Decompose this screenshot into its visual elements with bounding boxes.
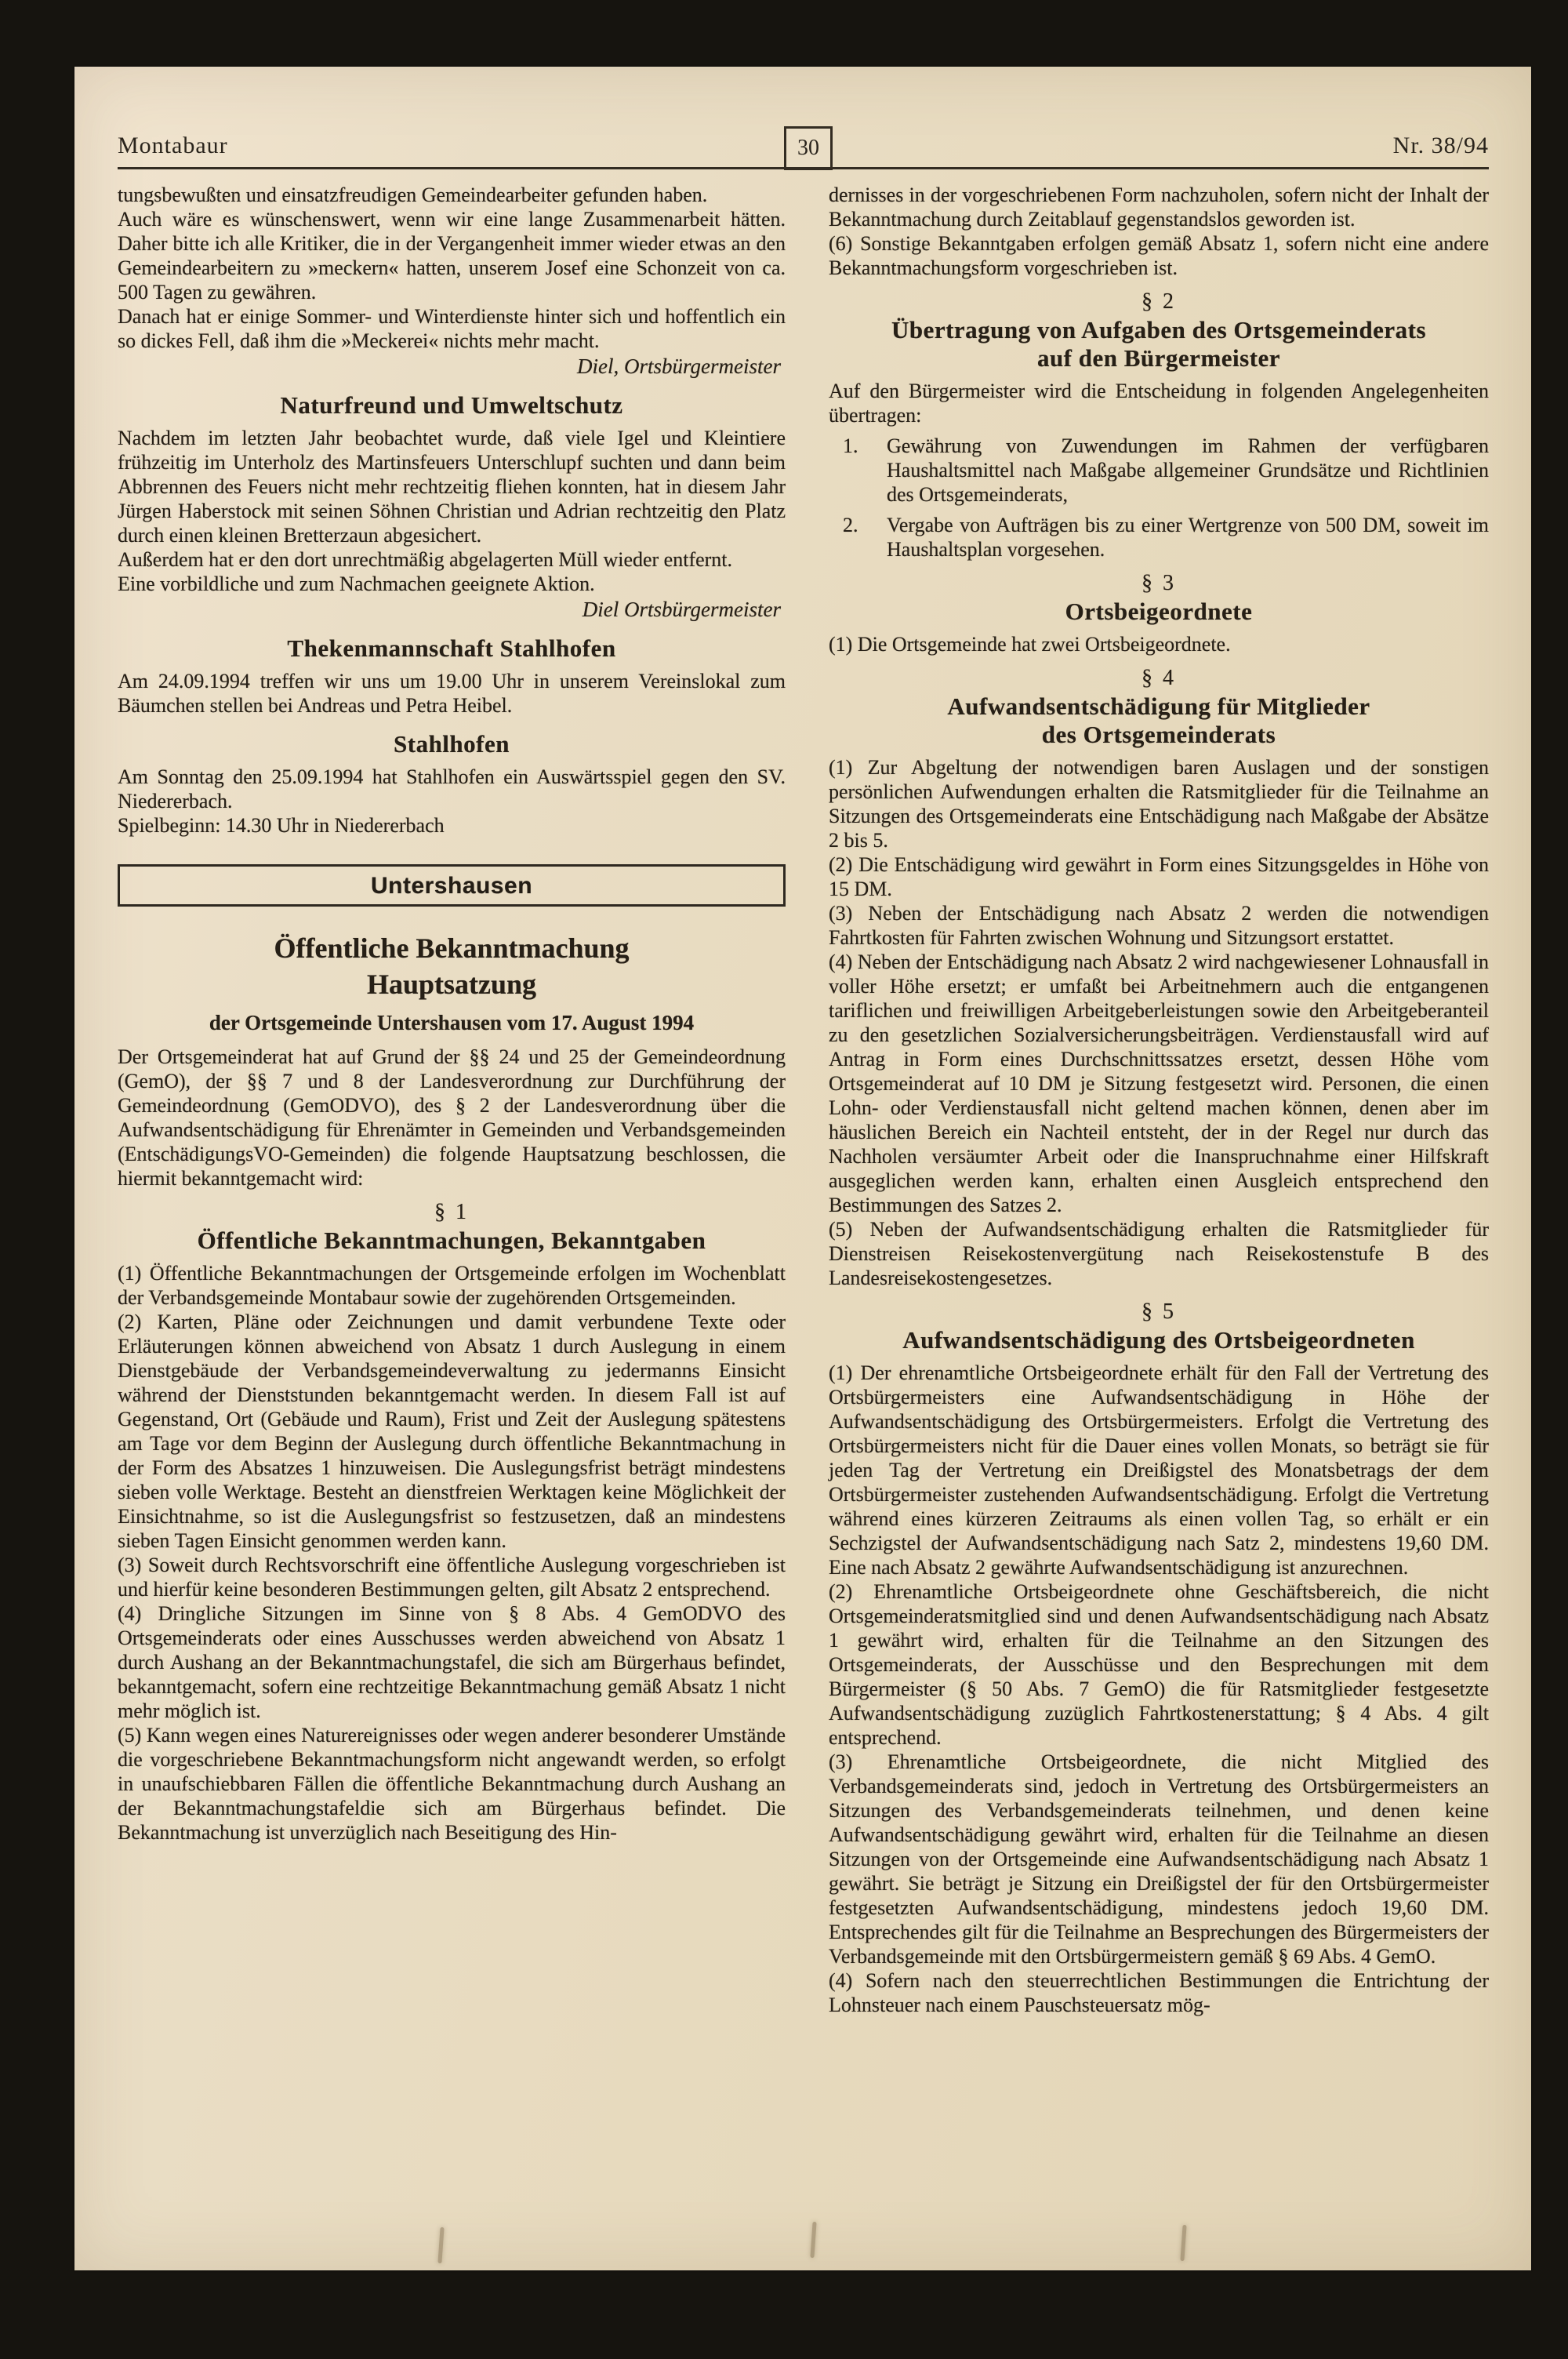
section-title-4 — [829, 692, 1489, 749]
section-title-2-line2: auf den Bürgermeister — [1036, 344, 1281, 372]
section-mark-1: § 1 — [434, 1200, 469, 1224]
announcement-heading-line1: Öffentliche Bekanntmachung — [274, 932, 630, 964]
paragraph: (3) Neben der Entschädigung nach Absatz 2 werden die notwendigen Fahrtkosten für Fahrten zwischen Wohnung und Sitzungsort erstattet. — [829, 902, 1489, 949]
paragraph: (4) Neben der Entschädigung nach Absatz 2 wird nachgewiesener Lohnausfall in voller Höhe ersetzt; er umfaßt bei Arbeitnehmern auch die entgangenen tariflichen und freiwilligen Arbeitgeberleistungen sowie den Arbeitgeberanteil zu den gesetzlichen Sozialversicherungsbeiträgen. Verdienstausfall wird auf Antrag in Form eines Durchschnittssatzes ersetzt, dessen Höhe vom Ortsgemeinderat auf 10 DM je Sitzung festgesetzt wird. Personen, die einen Lohn- oder Verdienstausfall nicht geltend machen können, denen aber im häuslichen Bereich ein Nachteil entsteht, der in der Regel nur durch das Nachholen versäumter Arbeit oder die Inanspruchnahme einer Hilfskraft ausgeglichen werden kann, erhalten einen Ausgleich entsprechend den Bestimmungen des Satzes 2. — [829, 951, 1489, 1216]
section-mark-5: § 5 — [1142, 1299, 1176, 1324]
paragraph: (2) Ehrenamtliche Ortsbeigeordnete ohne Geschäftsbereich, die nicht Ortsgemeinderatsmitglied sind und denen Aufwandsentschädigung nach Absatz 1 gewährt wird, erhalten für die Teilnahme an den Sitzungen des Ortsgemeinderats, der Ausschüsse und den Besprechungen mit dem Bürgermeister (§ 50 Abs. 7 GemO) die für Ratsmitglieder festgesetzte Aufwandsentschädigung zuzüglich Fahrtkostenerstattung; § 4 Abs. 4 gilt entsprechend. — [829, 1580, 1489, 1749]
paper-crease-mark — [810, 2222, 816, 2258]
paragraph: Auf den Bürgermeister wird die Entscheidung in folgenden Angelegenheiten übertragen: — [829, 380, 1489, 427]
paragraph: (5) Kann wegen eines Naturereignisses oder wegen anderer besonderer Umstände die vorgeschriebene Bekanntmachungsform nicht angewandt werden, so erfolgt in unaufschiebbaren Fällen die öffentliche Bekanntmachung durch Aushang an der Bekanntmachungstafeldie sich am Bürgerhaus befindet. Die Bekanntmachung ist unverzüglich nach Beseitigung des Hin- — [118, 1724, 786, 1844]
announcement-heading — [118, 930, 786, 1002]
signature: Diel, Ortsbürgermeister — [577, 354, 781, 378]
section-title-5: Aufwandsentschädigung des Ortsbeigeordneten — [902, 1326, 1415, 1354]
paragraph: Außerdem hat er den dort unrechtmäßig abgelagerten Müll wieder entfernt. — [118, 548, 733, 571]
paragraph: (3) Ehrenamtliche Ortsbeigeordnete, die nicht Mitglied des Verbandsgemeinderats sind, jedoch in Vertretung des Ortsbürgermeisters an Sitzungen des Verbandsgemeinderats teilnehmen, und denen keine Aufwandsentschädigung gewährt wird, erhalten für die Teilnahme an diesen Sitzungen von der Ortsgemeinde eine Aufwandsentschädigung nach Absatz 1 gewährt. Sie beträgt je Sitzung ein Dreißigstel der für den Ortsbürgermeister festgesetzten Aufwandsentschädigung, mindestens jedoch 19,60 DM. Entsprechendes gilt für die Teilnahme an Besprechungen des Bürgermeisters der Verbandsgemeinde mit den Ortsbürgermeistern gemäß § 69 Abs. 4 GemO. — [829, 1750, 1489, 1968]
section-title-2-line1: Übertragung von Aufgaben des Ortsgemeinderats — [891, 316, 1427, 343]
signature: Diel Ortsbürgermeister — [582, 598, 781, 621]
paragraph: tungsbewußten und einsatzfreudigen Gemeindearbeiter gefunden haben. — [118, 184, 708, 206]
paper-crease-mark — [1180, 2225, 1186, 2261]
list-item-number: 2. — [843, 514, 858, 536]
paragraph: Am Sonntag den 25.09.1994 hat Stahlhofen ein Auswärtsspiel gegen den SV. Niedererbach. — [118, 765, 786, 812]
masthead-municipality: Montabaur — [118, 133, 228, 158]
paragraph: (1) Öffentliche Bekanntmachungen der Ortsgemeinde erfolgen im Wochenblatt der Verbandsgemeinde Montabaur sowie der zugehörenden Ortsgemeinden. — [118, 1262, 786, 1309]
boxed-heading-untershausen: Untershausen — [118, 864, 786, 907]
paragraph: Danach hat er einige Sommer- und Winterdienste hinter sich und hoffentlich ein so dickes Fell, daß ihm die »Meckerei« nichts mehr macht. — [118, 305, 786, 352]
section-title-4-line1: Aufwandsentschädigung für Mitglieder — [947, 692, 1370, 720]
page-number-box — [784, 126, 833, 170]
section-mark-3: § 3 — [1142, 571, 1176, 595]
paragraph: (1) Der ehrenamtliche Ortsbeigeordnete erhält für den Fall der Vertretung des Ortsbürgermeisters eine Aufwandsentschädigung in Höhe der Aufwandsentschädigung des Ortsbürgermeisters. Erfolgt die Vertretung des Ortsbürgermeisters nicht für die Dauer eines vollen Monats, so beträgt sie für jeden Tag der Vertretung ein Dreißigstel des Monatsbetrags der dem Ortsbürgermeister zustehenden Aufwandsentschädigung. Erfolgt die Vertretung während eines kürzeren Zeitraums als einen vollen Tag, so erhält er ein Sechzigstel der Aufwandsentschädigung nach Satz 2, mindestens 19,60 DM. Eine nach Absatz 2 gewährte Aufwandsentschädigung ist anzurechnen. — [829, 1361, 1489, 1579]
page-number: 30 — [797, 136, 819, 160]
paragraph: (2) Die Entschädigung wird gewährt in Form eines Sitzungsgeldes in Höhe von 15 DM. — [829, 853, 1489, 900]
list-item-number: 1. — [843, 434, 858, 457]
left-column — [118, 183, 786, 1845]
section-heading-stahlhofen: Stahlhofen — [394, 730, 510, 758]
paragraph: (1) Zur Abgeltung der notwendigen baren Auslagen und der sonstigen persönlichen Aufwendungen erhalten die Ratsmitglieder für die Teilnahme an Sitzungen des Ortsgemeinderats eine Entschädigung nach Maßgabe der Absätze 2 bis 5. — [829, 756, 1489, 852]
paragraph: Am 24.09.1994 treffen wir uns um 19.00 Uhr in unserem Vereinslokal zum Bäumchen stellen bei Andreas und Petra Heibel. — [118, 670, 786, 717]
paragraph: Eine vorbildliche und zum Nachmachen geeignete Aktion. — [118, 572, 595, 595]
section-title-1: Öffentliche Bekanntmachungen, Bekanntgaben — [197, 1227, 706, 1254]
paragraph: Der Ortsgemeinderat hat auf Grund der §§ 24 und 25 der Gemeindeordnung (GemO), der §§ 7 und 8 der Landesverordnung zur Durchführung der Gemeindeordnung (GemODVO), des § 2 der Landesverordnung über die Aufwandsentschädigung für Ehrenämter in Gemeinden und Verbandsgemeinden (EntschädigungsVO-Gemeinden) die folgende Hauptsatzung beschlossen, die hiermit bekanntgemacht wird: — [118, 1045, 786, 1190]
announcement-heading-line2: Hauptsatzung — [366, 969, 537, 1000]
section-title-2 — [829, 316, 1489, 373]
paragraph: (1) Die Ortsgemeinde hat zwei Ortsbeigeordnete. — [829, 633, 1231, 656]
paragraph: (4) Sofern nach den steuerrechtlichen Bestimmungen die Entrichtung der Lohnsteuer nach einem Pauschsteuersatz mög- — [829, 1969, 1489, 2016]
announcement-subheading: der Ortsgemeinde Untershausen vom 17. August 1994 — [209, 1011, 695, 1034]
section-mark-4: § 4 — [1142, 666, 1176, 690]
right-column — [829, 183, 1489, 2017]
paragraph: (3) Soweit durch Rechtsvorschrift eine öffentliche Auslegung vorgeschrieben ist und hierfür keine besonderen Bestimmungen gelten, gilt Absatz 2 entsprechend. — [118, 1554, 786, 1601]
paragraph: dernisses in der vorgeschriebenen Form nachzuholen, sofern nicht der Inhalt der Bekanntmachung durch Zeitablauf gegenstandslos geworden ist. — [829, 184, 1489, 231]
section-heading-naturfreund: Naturfreund und Umweltschutz — [280, 391, 623, 419]
section-title-3: Ortsbeigeordnete — [1065, 598, 1253, 625]
list-item-text: Gewährung von Zuwendungen im Rahmen der verfügbaren Haushaltsmittel nach Maßgabe allgemeiner Grundsätze und Richtlinien des Ortsgemeinderats, — [887, 434, 1489, 506]
section-title-4-line2: des Ortsgemeinderats — [1041, 721, 1276, 748]
paragraph: (5) Neben der Aufwandsentschädigung erhalten die Ratsmitglieder für Dienstreisen Reisekostenvergütung nach Reisekostenstufe B des Landesreisekostengesetzes. — [829, 1218, 1489, 1289]
list-item-text: Vergabe von Aufträgen bis zu einer Wertgrenze von 500 DM, soweit im Haushaltsplan vorgesehen. — [887, 514, 1489, 561]
newspaper-page — [74, 67, 1531, 2270]
section-heading-thekenmannschaft: Thekenmannschaft Stahlhofen — [287, 634, 616, 662]
masthead-rule — [118, 167, 1489, 169]
paragraph: (2) Karten, Pläne oder Zeichnungen und damit verbundene Texte oder Erläuterungen können abweichend von Absatz 1 durch Auslegung in einem Dienstgebäude der Verbandsgemeindeverwaltung zu jedermanns Einsicht während der Dienststunden bekanntgemacht werden. In diesem Fall ist auf Gegenstand, Ort (Gebäude und Raum), Frist und Zeit der Auslegung spätestens am Tage vor dem Beginn der Auslegung durch öffentliche Bekanntmachung in der Form des Absatzes 1 hinzuweisen. Die Auslegungsfrist beträgt mindestens sieben volle Werktage. Besteht an dienstfreien Werktagen keine Möglichkeit der Einsichtnahme, so ist die Auslegungsfrist so festzusetzen, daß an mindestens sieben Tagen Einsicht genommen werden kann. — [118, 1310, 786, 1552]
list-item — [829, 434, 1489, 507]
paragraph: Nachdem im letzten Jahr beobachtet wurde, daß viele Igel und Kleintiere frühzeitig im Unterholz des Martinsfeuers Unterschlupf suchten und dann beim Abbrennen des Feuers nicht mehr rechtzeitig fliehen konnten, hat in diesem Jahr Jürgen Haberstock mit seinen Söhnen Christian und Adrian rechtzeitig den Platz durch einen kleinen Bretterzaun abgesichert. — [118, 427, 786, 547]
paragraph: (6) Sonstige Bekanntgaben erfolgen gemäß Absatz 1, sofern nicht eine andere Bekanntmachungsform vorgeschrieben ist. — [829, 232, 1489, 279]
paragraph: Spielbeginn: 14.30 Uhr in Niedererbach — [118, 814, 445, 837]
list-item — [829, 513, 1489, 562]
paper-crease-mark — [437, 2227, 444, 2263]
paragraph: Auch wäre es wünschenswert, wenn wir eine lange Zusammenarbeit hätten. Daher bitte ich alle Kritiker, die in der Vergangenheit immer wieder etwas an den Gemeindearbeitern zu »meckern« hatten, unserem Josef eine Schonzeit von ca. 500 Tagen zu gewähren. — [118, 208, 786, 304]
paragraph: (4) Dringliche Sitzungen im Sinne von § 8 Abs. 4 GemODVO des Ortsgemeinderats oder eines Ausschusses werden abweichend von Absatz 1 durch Aushang an der Bekanntmachungstafel, die sich am Bürgerhaus befindet, bekanntgemacht, sofern eine rechtzeitige Bekanntmachung gemäß Absatz 1 nicht mehr möglich ist. — [118, 1602, 786, 1722]
section-mark-2: § 2 — [1142, 289, 1176, 314]
masthead-issue-number: Nr. 38/94 — [1392, 133, 1489, 158]
